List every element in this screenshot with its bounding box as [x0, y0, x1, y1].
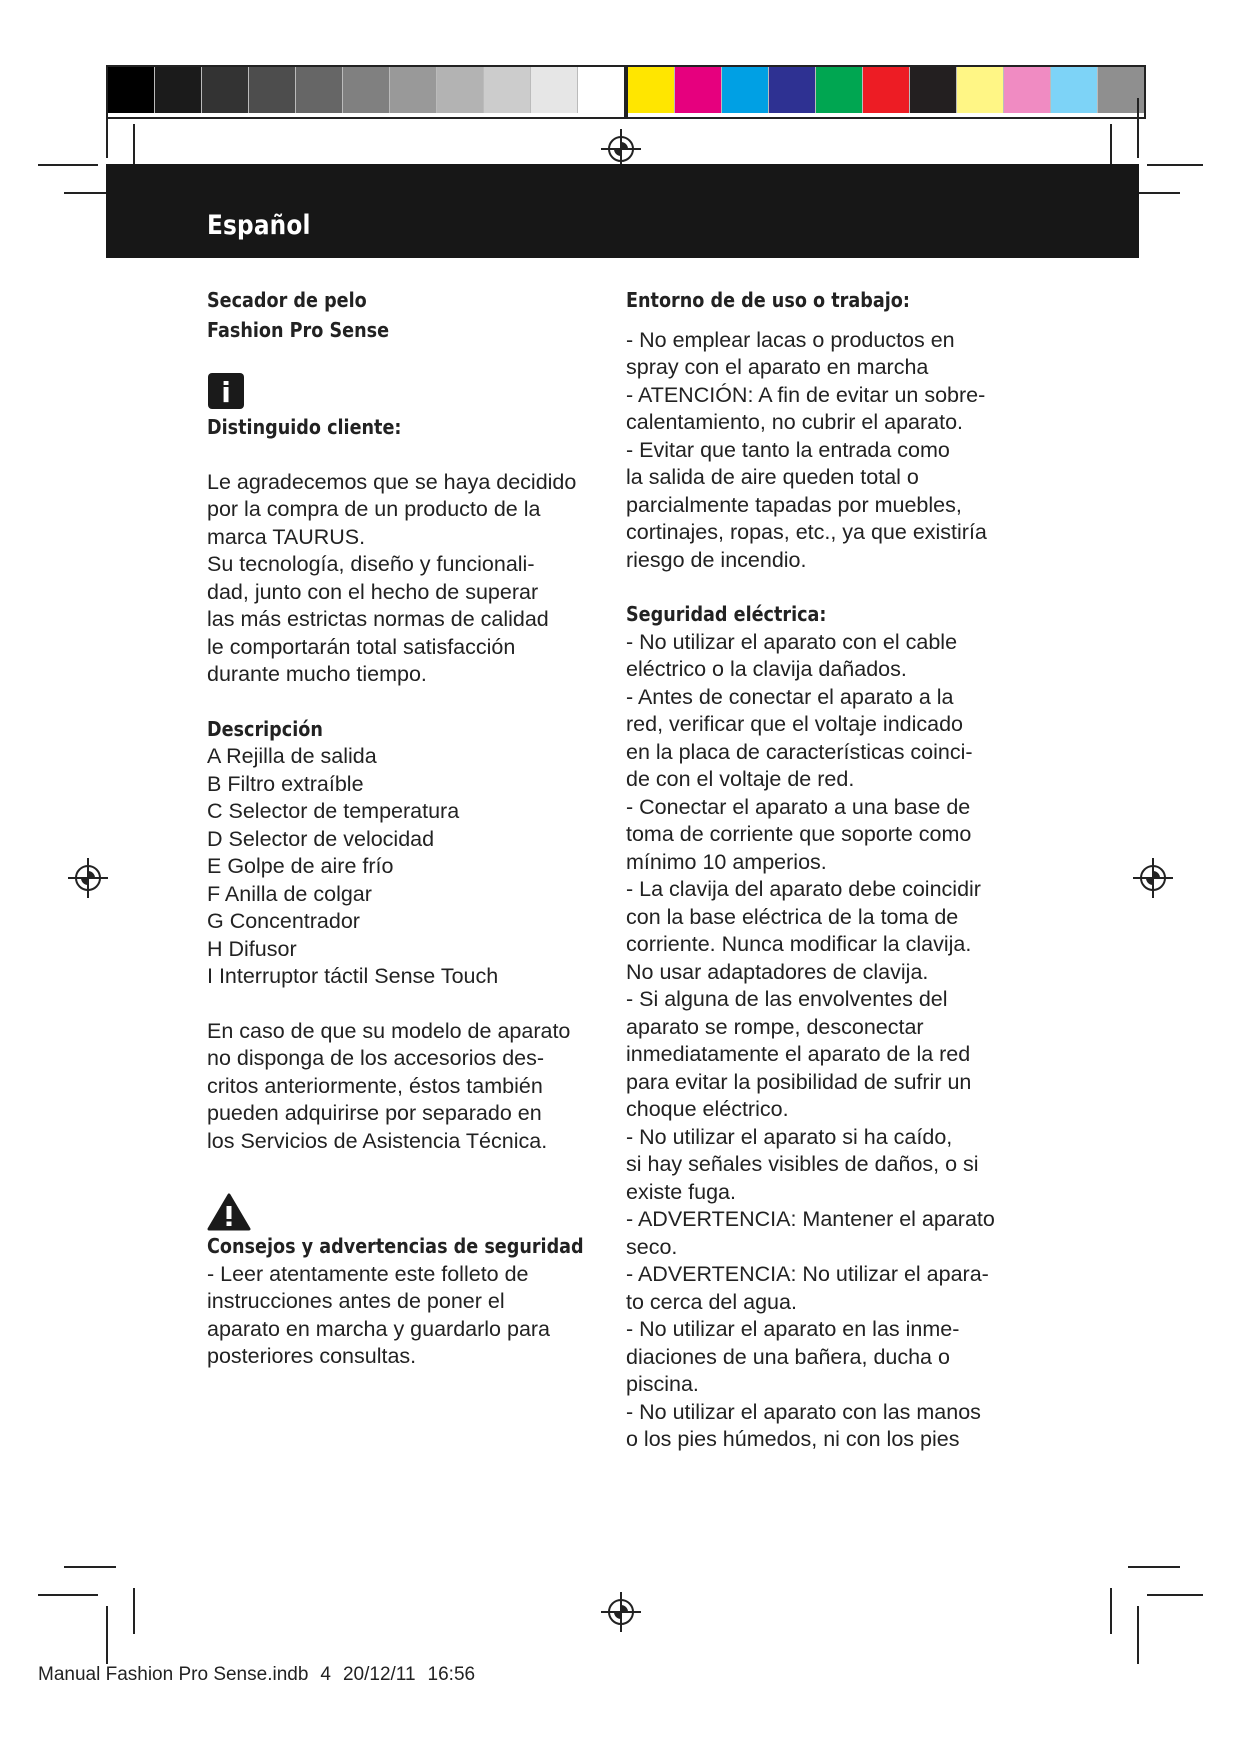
electrical-safety-line: - No utilizar el aparato en las inme- [626, 1317, 960, 1341]
intro-line: dad, junto con el hecho de superar [207, 579, 539, 604]
electrical-safety-line: diaciones de una bañera, ducha o [626, 1344, 950, 1369]
color-swatch [722, 67, 769, 113]
description-item: A Rejilla de salida [207, 744, 377, 768]
electrical-safety-line: - Si alguna de las envolventes del [626, 987, 948, 1011]
color-swatch [108, 67, 155, 113]
intro-line: Su tecnología, diseño y funcionali- [207, 552, 535, 576]
environment-heading: Entorno de de uso o trabajo: [626, 288, 910, 312]
intro-line: durante mucho tiempo. [207, 662, 427, 686]
electrical-safety-line: - No utilizar el aparato con el cable [626, 629, 958, 654]
crop-mark [1137, 1606, 1139, 1664]
safety-paragraph [207, 1261, 597, 1371]
electrical-safety-line: piscina. [626, 1372, 699, 1396]
electrical-safety-line: - No utilizar el aparato si ha caído, [626, 1124, 953, 1149]
electrical-safety-line: red, verificar que el voltaje indicado [626, 712, 964, 736]
safety-heading: Consejos y advertencias de seguridad [207, 1234, 584, 1258]
electrical-safety-line: corriente. Nunca modificar la clavija. [626, 932, 972, 956]
electrical-safety-line: - La clavija del aparato debe coincidir [626, 877, 981, 901]
accessories-line: critos anteriormente, éstos también [207, 1073, 543, 1098]
intro-line: por la compra de un producto de la [207, 497, 541, 521]
color-swatch [863, 67, 910, 113]
left-column [207, 287, 597, 1371]
info-icon [207, 372, 245, 410]
description-item: I Interruptor táctil Sense Touch [207, 964, 499, 988]
svg-text:i: i [221, 376, 231, 409]
description-item: H Difusor [207, 936, 297, 961]
intro-line: marca TAURUS. [207, 524, 366, 549]
description-heading: Descripción [207, 716, 323, 741]
product-type-heading: Secador de pelo [207, 288, 367, 312]
color-calibration-bar [626, 65, 1146, 119]
electrical-safety-paragraph [626, 629, 1026, 1454]
accessories-paragraph [207, 1018, 597, 1156]
crop-mark [38, 1594, 98, 1596]
crop-mark [1147, 1594, 1203, 1596]
electrical-safety-line: No usar adaptadores de clavija. [626, 959, 929, 984]
crop-mark [133, 1588, 135, 1634]
environment-line: - No emplear lacas o productos en [626, 327, 955, 352]
electrical-safety-line: - ADVERTENCIA: Mantener el aparato [626, 1207, 995, 1231]
description-item: E Golpe de aire frío [207, 854, 394, 878]
safety-line: - Leer atentamente este folleto de [207, 1261, 529, 1286]
electrical-safety-line: seco. [626, 1234, 678, 1259]
crop-mark [106, 98, 108, 158]
accessories-line: no disponga de los accesorios des- [207, 1046, 545, 1070]
slug-time: 16:56 [427, 1664, 476, 1685]
crop-mark [38, 164, 98, 166]
electrical-safety-line: inmediatamente el aparato de la red [626, 1042, 971, 1066]
right-column [626, 287, 1026, 1454]
electrical-safety-line: mínimo 10 amperios. [626, 849, 827, 874]
electrical-safety-line: en la placa de características coinci- [626, 739, 973, 764]
color-swatch [390, 67, 437, 113]
print-slug [38, 1664, 487, 1686]
electrical-safety-line: con la base eléctrica de la toma de [626, 904, 959, 929]
environment-line: spray con el aparato en marcha [626, 355, 929, 379]
crop-mark [64, 1566, 116, 1568]
intro-line: las más estrictas normas de calidad [207, 607, 549, 631]
intro-line: Le agradecemos que se haya decidido [207, 469, 577, 494]
environment-paragraph [626, 327, 1026, 575]
warning-icon [207, 1193, 251, 1231]
electrical-safety-line: - Antes de conectar el aparato a la [626, 684, 954, 709]
color-swatch [437, 67, 484, 113]
color-swatch [675, 67, 722, 113]
environment-line: la salida de aire queden total o [626, 465, 919, 489]
color-swatch [816, 67, 863, 113]
color-swatch [484, 67, 531, 113]
color-swatch [957, 67, 1004, 113]
environment-line: riesgo de incendio. [626, 547, 807, 572]
description-item: G Concentrador [207, 909, 360, 933]
intro-line: le comportarán total satisfacción [207, 634, 516, 659]
safety-line: posteriores consultas. [207, 1344, 417, 1368]
intro-paragraph [207, 469, 597, 689]
electrical-safety-line: si hay señales visibles de daños, o si [626, 1152, 979, 1176]
crop-mark [1147, 164, 1203, 166]
color-swatch [578, 67, 624, 113]
color-swatch [628, 67, 675, 113]
description-item: F Anilla de colgar [207, 881, 372, 906]
color-swatch [531, 67, 578, 113]
accessories-line: pueden adquirirse por separado en [207, 1101, 542, 1125]
registration-mark-icon [68, 858, 108, 898]
crop-mark [1137, 98, 1139, 158]
electrical-safety-line: - No utilizar el aparato con las manos [626, 1399, 981, 1424]
color-swatch [1051, 67, 1098, 113]
color-swatch [249, 67, 296, 113]
description-item: B Filtro extraíble [207, 771, 364, 796]
crop-mark [1110, 1588, 1112, 1634]
color-swatch [769, 67, 816, 113]
electrical-safety-heading: Seguridad eléctrica: [626, 602, 827, 626]
language-title: Español [207, 210, 311, 241]
electrical-safety-line: o los pies húmedos, ni con los pies [626, 1427, 960, 1451]
electrical-safety-line: para evitar la posibilidad de sufrir un [626, 1069, 972, 1094]
electrical-safety-line: aparato se rompe, desconectar [626, 1014, 924, 1039]
environment-line: - ATENCIÓN: A fin de evitar un sobre- [626, 382, 986, 407]
description-item: D Selector de velocidad [207, 826, 435, 851]
electrical-safety-line: choque eléctrico. [626, 1097, 789, 1121]
environment-line: - Evitar que tanto la entrada como [626, 437, 950, 462]
safety-line: aparato en marcha y guardarlo para [207, 1316, 551, 1341]
registration-mark-icon [1133, 858, 1173, 898]
crop-mark [1128, 1566, 1180, 1568]
registration-mark-icon [601, 1592, 641, 1632]
grayscale-calibration-bar [106, 65, 626, 119]
registration-mark-icon [601, 129, 641, 169]
accessories-line: los Servicios de Asistencia Técnica. [207, 1128, 548, 1153]
electrical-safety-line: - Conectar el aparato a una base de [626, 794, 971, 819]
safety-line: instrucciones antes de poner el [207, 1289, 505, 1313]
description-list [207, 743, 597, 991]
color-swatch [296, 67, 343, 113]
electrical-safety-line: - ADVERTENCIA: No utilizar el apara- [626, 1262, 989, 1286]
description-item: C Selector de temperatura [207, 799, 460, 823]
environment-line: calentamiento, no cubrir el aparato. [626, 410, 964, 434]
electrical-safety-line: toma de corriente que soporte como [626, 822, 972, 846]
crop-mark [106, 1606, 108, 1664]
environment-line: cortinajes, ropas, etc., ya que existiría [626, 520, 987, 544]
electrical-safety-line: eléctrico o la clavija dañados. [626, 657, 907, 681]
electrical-safety-line: existe fuga. [626, 1179, 736, 1204]
slug-date: 20/12/11 [342, 1664, 416, 1685]
accessories-line: En caso de que su modelo de aparato [207, 1018, 571, 1043]
color-swatch [155, 67, 202, 113]
color-swatch [1004, 67, 1051, 113]
electrical-safety-line: de con el voltaje de red. [626, 767, 855, 791]
electrical-safety-line: to cerca del agua. [626, 1289, 797, 1314]
color-swatch [202, 67, 249, 113]
color-swatch [910, 67, 957, 113]
slug-page: 4 [320, 1664, 331, 1685]
slug-filename: Manual Fashion Pro Sense.indb [38, 1664, 309, 1685]
product-model-heading: Fashion Pro Sense [207, 317, 390, 342]
environment-line: parcialmente tapadas por muebles, [626, 492, 962, 517]
greeting-heading: Distinguido cliente: [207, 415, 402, 439]
color-swatch [343, 67, 390, 113]
